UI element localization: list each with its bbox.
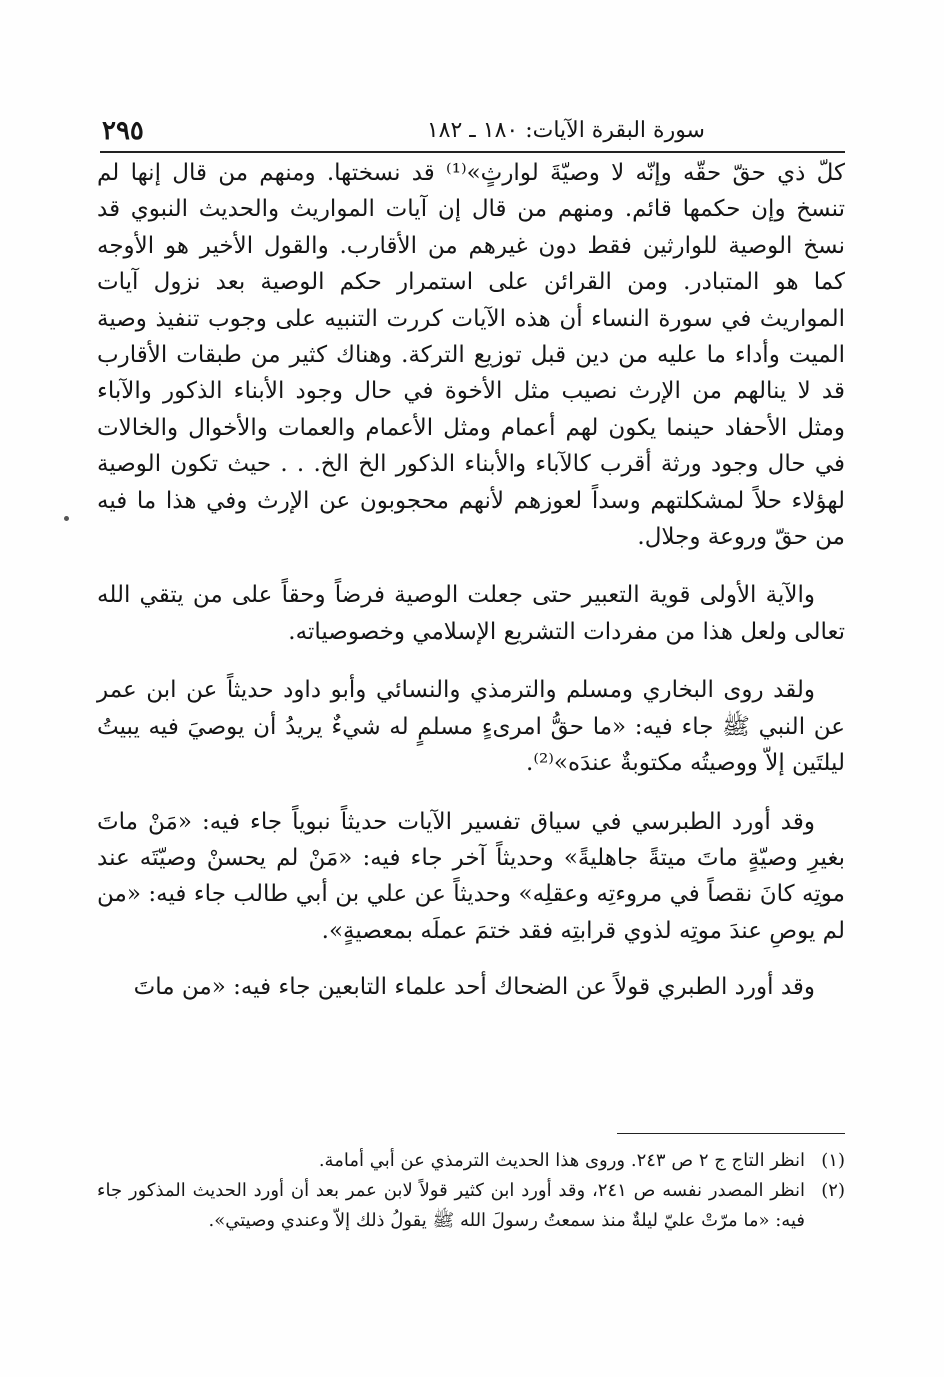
footnote-text: انظر التاج ج ٢ ص ٢٤٣. وروى هذا الحديث الترمذي عن أبي أمامة. — [318, 1150, 805, 1171]
page-number: ٢٩٥ — [102, 116, 144, 146]
paragraph-gap — [97, 650, 845, 672]
stray-mark — [64, 516, 69, 521]
paragraph-3: ولقد روى البخاري ومسلم والترمذي والنسائي وأبو داود حديثاً عن ابن عمر عن النبي ﷺ جاء فيه: «ما حقُّ امرىءٍ مسلمٍ له شيءٌ يريدُ أن يوصيَ فيه يبيتُ ليلتَين إلاّ ووصيتُه مكتوبةٌ عندَه»⁽²⁾. — [97, 677, 845, 777]
paragraph-gap — [97, 555, 845, 577]
footnotes — [97, 1146, 845, 1236]
paragraph-5: وقد أورد الطبري قولاً عن الضحاك أحد علماء التابعين جاء فيه: «من ماتَ — [133, 974, 815, 1001]
footnote-number: (١) — [821, 1150, 845, 1171]
header-rule — [100, 151, 845, 153]
paragraph-gap — [97, 949, 845, 969]
footnote-1 — [97, 1146, 845, 1176]
footnote-number: (٢) — [821, 1180, 845, 1201]
footnote-rule — [617, 1133, 845, 1134]
header-title: سورة البقرة الآيات: ١٨٠ ـ ١٨٢ — [426, 118, 705, 143]
footnote-2 — [97, 1176, 845, 1236]
paragraph-1: كلّ ذي حقّ حقّه وإنّه لا وصيّةَ لوارثٍ»⁽¹⁾ قد نسختها. ومنهم من قال إنها لم تنسخ وإن حكمها قائم. ومنهم من قال إن آيات المواريث والحديث النبوي قد نسخ الوصية للوارثين فقط دون غيرهم من الأقارب. والقول الأخير هو الأوجه كما هو المتبادر. ومن القرائن على استمرار حكم الوصية بعد نزول آيات المواريث في سورة النساء أن هذه الآيات كررت التنبيه على وجوب تنفيذ وصية الميت وأداء ما عليه من دين قبل توزيع التركة. وهناك كثير من طبقات الأقارب قد لا ينالهم من الإرث نصيب مثل الأخوة في حال وجود الأبناء الذكور والآباء ومثل الأحفاد حينما يكون لهم أعمام ومثل الأعمام والعمات والأخوال والخالات في حال وجود ورثة أقرب كالآباء والأبناء الذكور الخ الخ. . . حيث تكون الوصية لهؤلاء حلاً لمشكلتهم وسداً لعوزهم لأنهم محجوبون عن الإرث وفي هذا ما فيه من حقّ وروعة وجلال. — [97, 160, 845, 551]
main-text — [97, 155, 845, 1006]
paragraph-4: وقد أورد الطبرسي في سياق تفسير الآيات حديثاً نبوياً جاء فيه: «مَنْ ماتَ بغيرِ وصيّةٍ ماتَ ميتةً جاهليةً» وحديثاً آخر جاء فيه: «مَنْ لم يحسنْ وصيّتَه عند موتِه كانَ نقصاً في مروءتِه وعقلِه» وحديثاً عن علي بن أبي طالب جاء فيه: «من لم يوصِ عندَ موتِه لذوي قرابتِه فقد ختمَ عملَه بمعصيةٍ». — [97, 808, 845, 944]
running-header — [100, 112, 845, 152]
paragraph-gap — [97, 782, 845, 804]
footnote-text: انظر المصدر نفسه ص ٢٤١، وقد أورد ابن كثير قولاً لابن عمر بعد أن أورد الحديث المذكور جاء فيه: «ما مرّتْ عليّ ليلةٌ منذ سمعتُ رسولَ الله ﷺ يقولُ ذلك إلاّ وعندي وصيتي». — [97, 1180, 805, 1231]
paragraph-2: والآية الأولى قوية التعبير حتى جعلت الوصية فرضاً وحقاً على من يتقي الله تعالى ولعل هذا من مفردات التشريع الإسلامي وخصوصياته. — [97, 582, 845, 645]
